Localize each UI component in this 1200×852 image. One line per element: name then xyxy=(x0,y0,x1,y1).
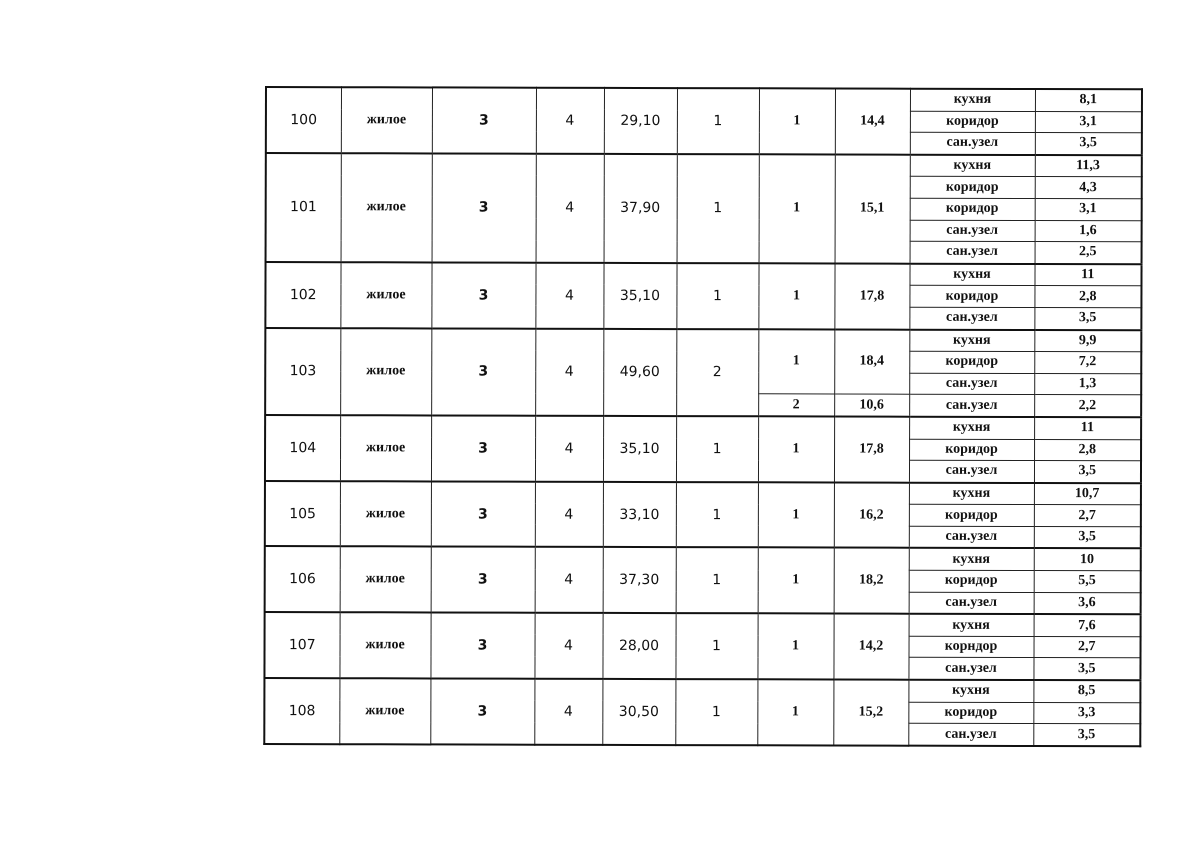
floor-cell: 3 xyxy=(431,328,535,416)
room-area-cell: 2,2 xyxy=(1034,395,1141,417)
total-area-cell: 35,10 xyxy=(603,416,676,482)
room-area-cell: 11 xyxy=(1034,417,1141,439)
apartment-number-cell: 106 xyxy=(265,546,340,612)
living-room-number-cell: 1 xyxy=(758,329,834,394)
apartment-type-cell: жилое xyxy=(340,328,431,416)
room-count-cell: 2 xyxy=(676,329,758,417)
living-room-number-cell: 1 xyxy=(758,482,834,548)
room-name-cell: сан.узел xyxy=(909,526,1034,548)
living-room-area-cell: 15,2 xyxy=(833,680,908,746)
room-area-cell: 9,9 xyxy=(1034,330,1141,352)
room-area-cell: 3,1 xyxy=(1035,111,1142,133)
total-area-cell: 49,60 xyxy=(603,328,676,416)
room-name-cell: кухня xyxy=(909,417,1034,439)
living-room-area-cell: 14,2 xyxy=(833,614,908,680)
living-room-area-cell: 14,4 xyxy=(835,88,910,154)
apartment-row xyxy=(265,481,1141,505)
room-name-cell: сан.узел xyxy=(909,373,1034,395)
total-area-cell: 28,00 xyxy=(602,613,675,679)
room-name-cell: коридор xyxy=(910,111,1035,133)
apartment-row xyxy=(265,612,1141,636)
room-area-cell: 3,5 xyxy=(1034,526,1141,548)
room-name-cell: корндор xyxy=(909,636,1034,658)
room-area-cell: 3,5 xyxy=(1034,307,1141,329)
apartment-number-cell: 102 xyxy=(265,262,340,328)
living-room-number-cell: 1 xyxy=(759,88,835,154)
total-area-cell: 37,30 xyxy=(603,547,676,613)
total-area-cell: 30,50 xyxy=(602,679,675,745)
room-area-cell: 3,5 xyxy=(1034,461,1141,483)
room-name-cell: коридор xyxy=(909,439,1034,461)
apartment-row xyxy=(265,262,1141,286)
room-name-cell: кухня xyxy=(909,263,1034,285)
room-name-cell: сан.узел xyxy=(908,658,1033,680)
room-name-cell: сан.узел xyxy=(909,460,1034,482)
room-name-cell: коридор xyxy=(909,286,1034,308)
room-area-cell: 3,5 xyxy=(1035,133,1142,155)
floor-cell: 3 xyxy=(431,481,535,547)
apartment-number-cell: 104 xyxy=(265,415,340,481)
apartment-type-cell: жилое xyxy=(341,87,432,153)
room-area-cell: 3,5 xyxy=(1033,658,1140,680)
section-cell: 4 xyxy=(535,328,603,416)
apartment-number-cell: 103 xyxy=(265,328,340,416)
room-name-cell: кухня xyxy=(909,329,1034,351)
floor-cell: 3 xyxy=(432,153,536,262)
apartment-type-cell: жилое xyxy=(340,547,431,613)
apartment-row xyxy=(265,328,1141,352)
apartment-row xyxy=(266,153,1142,177)
room-name-cell: кухня xyxy=(909,482,1034,504)
room-name-cell: сан.узел xyxy=(910,132,1035,154)
section-cell: 4 xyxy=(535,547,603,613)
total-area-cell: 33,10 xyxy=(603,482,676,548)
room-area-cell: 10,7 xyxy=(1034,483,1141,505)
apartment-type-cell: жилое xyxy=(341,153,432,262)
floor-cell: 3 xyxy=(431,262,535,328)
total-area-cell: 37,90 xyxy=(604,154,677,263)
room-name-cell: сан.узел xyxy=(909,592,1034,614)
room-count-cell: 1 xyxy=(677,88,759,154)
living-room-area-cell: 15,1 xyxy=(835,154,910,263)
room-area-cell: 2,8 xyxy=(1034,439,1141,461)
apartment-number-cell: 108 xyxy=(264,678,339,744)
apartment-type-cell: жилое xyxy=(340,415,431,481)
scanned-sheet xyxy=(263,86,1143,747)
apartment-number-cell: 105 xyxy=(265,481,340,547)
room-count-cell: 1 xyxy=(675,679,757,745)
living-room-area-cell: 18,4 xyxy=(834,329,909,394)
room-name-cell: кухня xyxy=(910,154,1035,176)
room-count-cell: 1 xyxy=(675,613,757,679)
room-name-cell: кухня xyxy=(910,89,1035,111)
room-name-cell: кухня xyxy=(908,680,1033,702)
apartment-number-cell: 101 xyxy=(266,153,341,262)
apartment-type-cell: жилое xyxy=(340,262,431,328)
total-area-cell: 29,10 xyxy=(604,88,677,154)
room-count-cell: 1 xyxy=(676,416,758,482)
room-name-cell: сан.узел xyxy=(910,241,1035,263)
living-room-number-cell: 1 xyxy=(758,548,834,614)
room-name-cell: коридор xyxy=(908,702,1033,724)
room-area-cell: 3,3 xyxy=(1033,702,1140,724)
floor-cell: 3 xyxy=(431,415,535,481)
living-room-area-cell: 18,2 xyxy=(834,548,909,614)
section-cell: 4 xyxy=(535,416,603,482)
room-area-cell: 4,3 xyxy=(1035,177,1142,199)
living-room-number-cell: 1 xyxy=(759,154,835,263)
room-area-cell: 11,3 xyxy=(1035,155,1142,177)
room-area-cell: 11 xyxy=(1034,264,1141,286)
room-area-cell: 8,5 xyxy=(1033,680,1140,702)
apartment-row xyxy=(265,415,1141,439)
room-area-cell: 1,6 xyxy=(1035,220,1142,242)
apartment-type-cell: жилое xyxy=(339,612,430,678)
room-count-cell: 1 xyxy=(676,548,758,614)
room-area-cell: 3,1 xyxy=(1035,198,1142,220)
section-cell: 4 xyxy=(536,88,604,154)
living-room-number-cell: 2 xyxy=(758,394,834,416)
room-count-cell: 1 xyxy=(676,482,758,548)
floor-cell: 3 xyxy=(432,87,536,153)
living-room-number-cell: 1 xyxy=(758,416,834,482)
living-room-area-cell: 10,6 xyxy=(834,394,909,416)
room-area-cell: 3,6 xyxy=(1034,592,1141,614)
room-area-cell: 5,5 xyxy=(1034,571,1141,593)
room-name-cell: коридор xyxy=(909,504,1034,526)
room-area-cell: 10 xyxy=(1034,548,1141,570)
apartment-type-cell: жилое xyxy=(340,481,431,547)
floor-cell: 3 xyxy=(430,613,534,679)
total-area-cell: 35,10 xyxy=(603,263,676,329)
apartment-row xyxy=(266,87,1142,111)
room-area-cell: 1,3 xyxy=(1034,373,1141,395)
room-count-cell: 1 xyxy=(677,154,759,263)
room-area-cell: 2,7 xyxy=(1034,505,1141,527)
section-cell: 4 xyxy=(535,481,603,547)
room-area-cell: 3,5 xyxy=(1033,724,1140,746)
section-cell: 4 xyxy=(534,679,602,745)
room-name-cell: коридор xyxy=(909,351,1034,373)
apartment-number-cell: 107 xyxy=(264,612,339,678)
floor-cell: 3 xyxy=(431,547,535,613)
room-area-cell: 2,8 xyxy=(1034,286,1141,308)
section-cell: 4 xyxy=(536,153,604,262)
living-room-number-cell: 1 xyxy=(757,614,833,680)
room-area-cell: 8,1 xyxy=(1035,89,1142,111)
room-area-cell: 7,6 xyxy=(1034,614,1141,636)
living-room-number-cell: 1 xyxy=(758,263,834,329)
room-area-cell: 7,2 xyxy=(1034,352,1141,374)
room-name-cell: кухня xyxy=(909,548,1034,570)
apartment-number-cell: 100 xyxy=(266,87,341,153)
room-name-cell: сан.узел xyxy=(910,220,1035,242)
living-room-area-cell: 17,8 xyxy=(834,263,909,329)
apartment-table xyxy=(263,86,1143,747)
room-name-cell: коридор xyxy=(909,570,1034,592)
room-count-cell: 1 xyxy=(676,263,758,329)
section-cell: 4 xyxy=(534,613,602,679)
living-room-area-cell: 17,8 xyxy=(834,416,909,482)
room-name-cell: сан.узел xyxy=(908,723,1033,745)
apartment-type-cell: жилое xyxy=(339,678,430,744)
apartment-row xyxy=(264,678,1140,702)
apartment-row xyxy=(265,546,1141,570)
living-room-number-cell: 1 xyxy=(757,679,833,745)
room-name-cell: коридор xyxy=(910,177,1035,199)
room-area-cell: 2,5 xyxy=(1035,242,1142,264)
floor-cell: 3 xyxy=(430,678,534,744)
section-cell: 4 xyxy=(535,262,603,328)
room-name-cell: коридор xyxy=(910,198,1035,220)
room-name-cell: сан.узел xyxy=(909,395,1034,417)
room-name-cell: кухня xyxy=(909,614,1034,636)
room-name-cell: сан.узел xyxy=(909,307,1034,329)
room-area-cell: 2,7 xyxy=(1034,636,1141,658)
living-room-area-cell: 16,2 xyxy=(834,482,909,548)
apartment-table-body xyxy=(264,87,1142,746)
